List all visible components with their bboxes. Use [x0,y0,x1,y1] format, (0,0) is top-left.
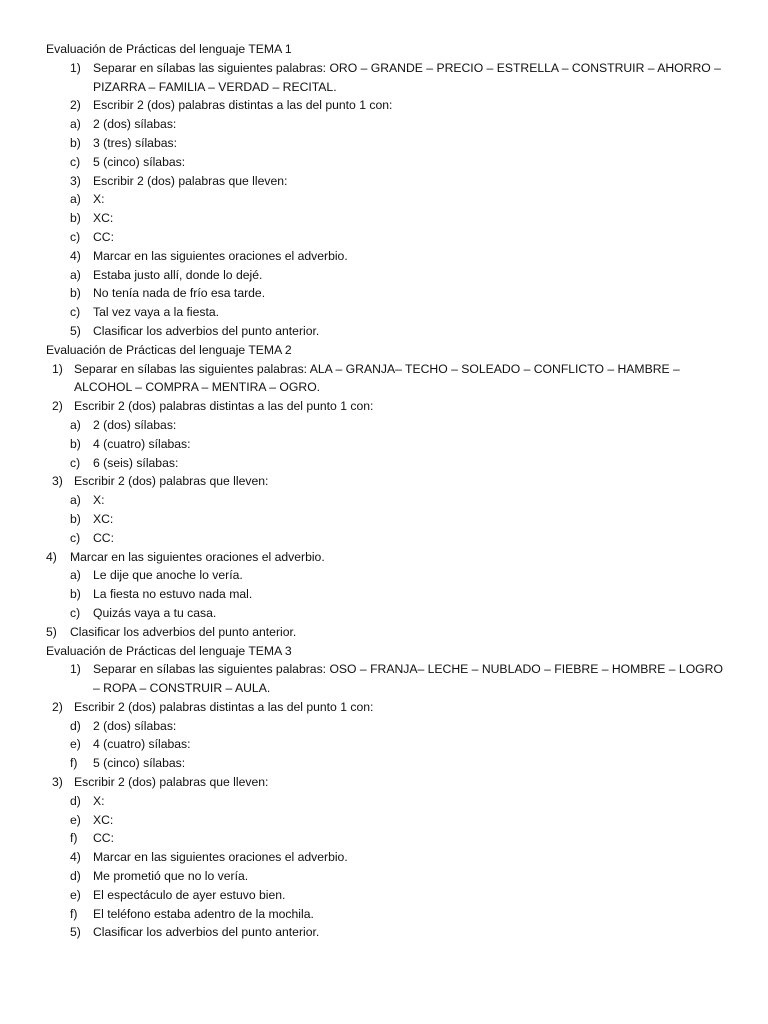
list-marker: 2) [52,399,63,414]
list-item-text: PIZARRA – FAMILIA – VERDAD – RECITAL. [93,79,337,94]
list-item [0,322,768,341]
list-item-text: Marcar en las siguientes oraciones el adverbio. [93,248,348,263]
list-marker: e) [70,887,81,902]
list-item-text: 5 (cinco) sílabas: [93,154,186,169]
list-item [0,886,768,905]
list-marker: f) [70,756,78,771]
list-item-text: La fiesta no estuvo nada mal. [93,587,253,602]
list-item-text: 3 (tres) sílabas: [93,135,177,150]
list-item [0,679,768,698]
list-item-text: CC: [93,831,114,846]
list-item-text: 2 (dos) sílabas: [93,417,177,432]
list-marker: 1) [70,60,81,75]
list-item [0,59,768,78]
list-item-text: Escribir 2 (dos) palabras distintas a las del punto 1 con: [93,98,393,113]
list-marker: a) [70,192,81,207]
list-item [0,754,768,773]
section-title-text: Evaluación de Prácticas del lenguaje TEMA 2 [46,342,292,357]
list-item [0,115,768,134]
list-item [0,698,768,717]
list-item [0,585,768,604]
list-item-text: Separar en sílabas las siguientes palabras: OSO – FRANJA– LECHE – NUBLADO – FIEBRE – HOMBRE – LOGRO [93,662,723,677]
list-item-text: Tal vez vaya a la fiesta. [93,305,219,320]
list-marker: d) [70,718,81,733]
list-item [0,472,768,491]
list-marker: c) [70,605,81,620]
list-item [0,735,768,754]
list-item [0,416,768,435]
list-item-text: Marcar en las siguientes oraciones el adverbio. [93,850,348,865]
list-item [0,566,768,585]
list-item [0,867,768,886]
list-marker: a) [70,117,81,132]
list-marker: a) [70,493,81,508]
list-item-text: XC: [93,812,114,827]
list-item [0,172,768,191]
list-item [0,360,768,379]
list-marker: a) [70,417,81,432]
list-item [0,604,768,623]
list-item-text: El espectáculo de ayer estuvo bien. [93,887,286,902]
section-title-text: Evaluación de Prácticas del lenguaje TEMA 3 [46,643,292,658]
list-item [0,153,768,172]
list-marker: e) [70,737,81,752]
list-item [0,660,768,679]
list-item-text: Separar en sílabas las siguientes palabras: ORO – GRANDE – PRECIO – ESTRELLA – CONSTRUIR – AHORRO – [93,60,721,75]
list-item [0,510,768,529]
section-title [0,40,768,59]
list-item [0,378,768,397]
list-item-text: Clasificar los adverbios del punto anterior. [93,323,320,338]
list-marker: 4) [70,850,81,865]
list-item-text: CC: [93,530,114,545]
list-marker: 1) [52,361,63,376]
list-marker: 3) [70,173,81,188]
list-item-text: 2 (dos) sílabas: [93,718,177,733]
list-item-text: X: [93,192,105,207]
list-item-text: X: [93,493,105,508]
list-marker: b) [70,436,81,451]
document-page [0,40,768,942]
list-item [0,623,768,642]
list-item-text: Marcar en las siguientes oraciones el adverbio. [70,549,325,564]
list-item [0,548,768,567]
section-title [0,341,768,360]
list-marker: f) [70,831,78,846]
list-marker: b) [70,511,81,526]
list-item-text: 5 (cinco) sílabas: [93,756,186,771]
list-item-text: ALCOHOL – COMPRA – MENTIRA – OGRO. [74,380,321,395]
list-item-text: Escribir 2 (dos) palabras distintas a las del punto 1 con: [74,399,374,414]
list-marker: 5) [70,323,81,338]
list-item-text: Estaba justo allí, donde lo dejé. [93,267,263,282]
list-item [0,209,768,228]
list-item [0,829,768,848]
list-marker: 2) [52,699,63,714]
list-marker: 3) [52,775,63,790]
list-item-text: No tenía nada de frío esa tarde. [93,286,266,301]
list-item [0,397,768,416]
list-marker: 2) [70,98,81,113]
list-item [0,284,768,303]
list-item [0,96,768,115]
section-title-text: Evaluación de Prácticas del lenguaje TEMA 1 [46,42,292,56]
list-item-text: Quizás vaya a tu casa. [93,605,217,620]
list-item [0,773,768,792]
list-marker: c) [70,229,81,244]
list-item [0,435,768,454]
list-item-text: Clasificar los adverbios del punto anterior. [70,624,297,639]
list-item [0,717,768,736]
list-item [0,923,768,942]
list-item [0,848,768,867]
list-marker: 3) [52,474,63,489]
list-marker: b) [70,135,81,150]
list-item-text: 4 (cuatro) sílabas: [93,737,191,752]
list-item-text: Escribir 2 (dos) palabras que lleven: [74,474,269,489]
list-marker: 1) [70,662,81,677]
list-marker: d) [70,869,81,884]
list-item [0,78,768,97]
list-marker: 4) [70,248,81,263]
list-item [0,303,768,322]
list-marker: c) [70,455,81,470]
list-item-text: 4 (cuatro) sílabas: [93,436,191,451]
list-item [0,228,768,247]
section-title [0,642,768,661]
list-item [0,266,768,285]
list-marker: b) [70,211,81,226]
list-item [0,247,768,266]
list-item-text: 2 (dos) sílabas: [93,117,177,132]
list-item-text: Escribir 2 (dos) palabras que lleven: [74,775,269,790]
list-marker: 5) [46,624,57,639]
list-item-text: XC: [93,211,114,226]
list-item [0,454,768,473]
list-item-text: Le dije que anoche lo vería. [93,568,243,583]
list-item-text: Me prometió que no lo vería. [93,869,249,884]
list-item-text: XC: [93,511,114,526]
list-item-text: El teléfono estaba adentro de la mochila. [93,906,314,921]
list-marker: 5) [70,925,81,940]
list-item [0,905,768,924]
list-marker: a) [70,267,81,282]
list-marker: b) [70,286,81,301]
list-marker: a) [70,568,81,583]
list-item-text: Escribir 2 (dos) palabras distintas a las del punto 1 con: [74,699,374,714]
list-item [0,491,768,510]
list-item-text: 6 (seis) sílabas: [93,455,179,470]
list-item [0,811,768,830]
list-marker: f) [70,906,78,921]
list-marker: d) [70,793,81,808]
list-item [0,792,768,811]
list-marker: c) [70,530,81,545]
list-item-text: CC: [93,229,114,244]
list-item [0,529,768,548]
list-item-text: Escribir 2 (dos) palabras que lleven: [93,173,288,188]
list-item [0,190,768,209]
list-item-text: Clasificar los adverbios del punto anterior. [93,925,320,940]
list-marker: b) [70,587,81,602]
list-marker: 4) [46,549,57,564]
list-item-text: Separar en sílabas las siguientes palabras: ALA – GRANJA– TECHO – SOLEADO – CONFLICTO – HAMBRE – [74,361,680,376]
list-item-text: X: [93,793,105,808]
list-item-text: – ROPA – CONSTRUIR – AULA. [93,681,271,696]
list-marker: e) [70,812,81,827]
list-marker: c) [70,154,81,169]
list-marker: c) [70,305,81,320]
list-item [0,134,768,153]
